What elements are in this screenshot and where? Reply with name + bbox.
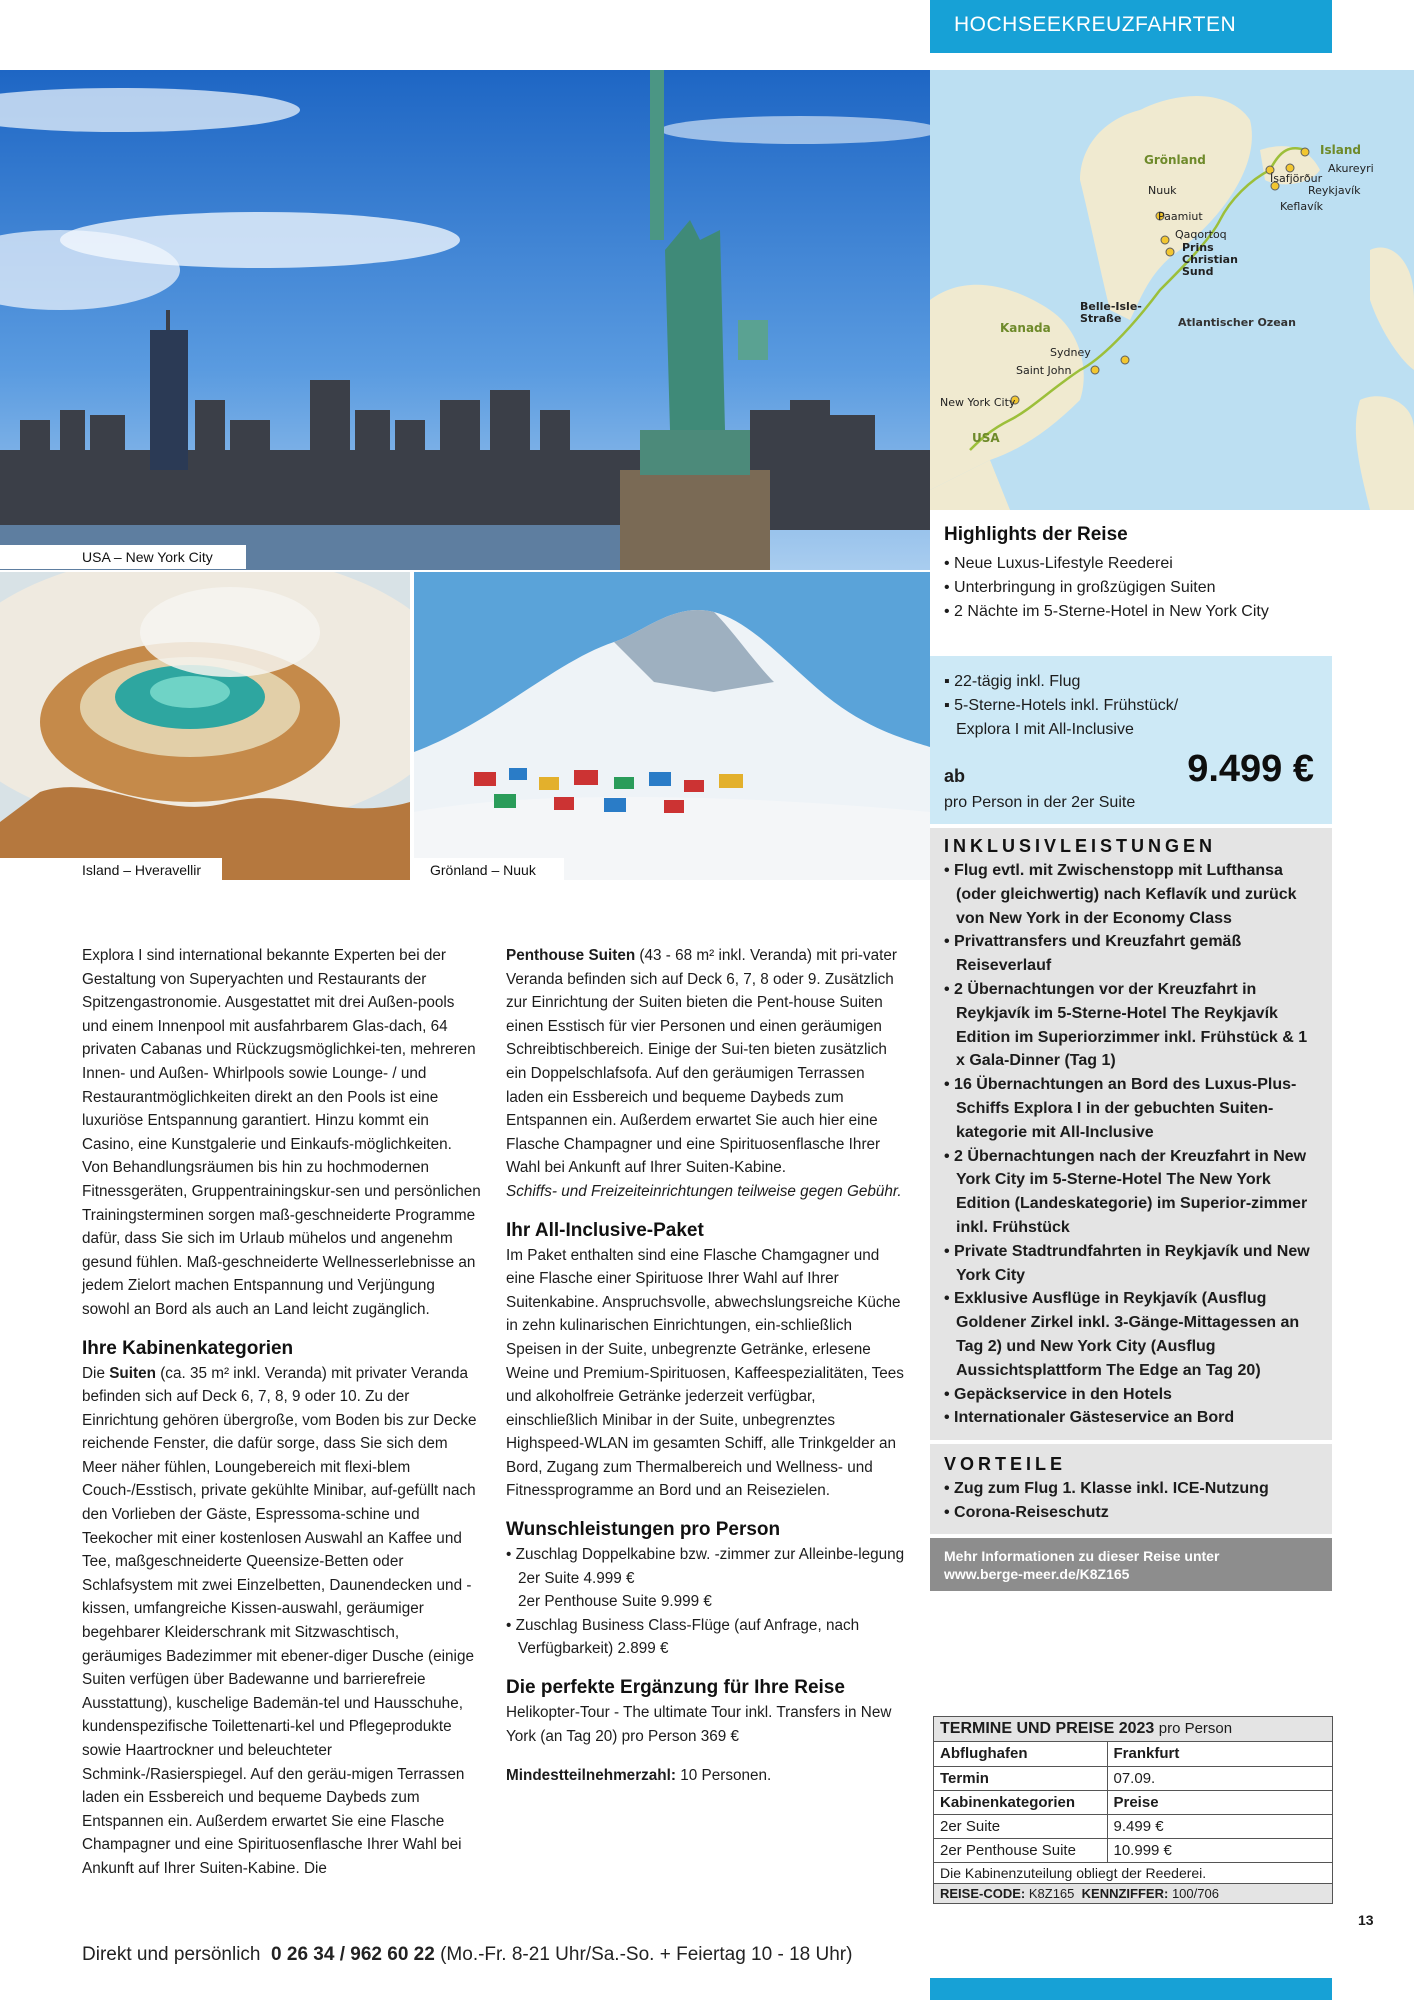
map-label-strasse: Straße: [1080, 312, 1122, 325]
route-map: [930, 70, 1414, 510]
bottom-tab: [930, 1978, 1332, 2000]
map-label-island: Island: [1320, 143, 1361, 157]
fee-note: Schiffs- und Freizeiteinrichtungen teilweise gegen Gebühr.: [506, 1182, 902, 1200]
price-per-person: pro Person in der 2er Suite: [944, 794, 1136, 811]
highlights-title: Highlights der Reise: [944, 524, 1128, 545]
vorteile-item: • Corona-Reiseschutz: [944, 1503, 1109, 1521]
page-number: 13: [1358, 1912, 1374, 1928]
vorteile-panel: [930, 1444, 1332, 1534]
allinc-text: Im Paket enthalten sind eine Flasche Chamgagner und eine Flasche einer Spirituose Ihrer Wahl auf Ihrer Suitenkabine. Anspruchsvolle, abwechslungsreiche Küche in zehn kulinarischen Einrichtungen, ein-schließlich Speisen in der Suite, unbegrenzte Getränke, erlesene Weine und Premium-Spirituosen, Kaffeespezialitäten, Tees und alkoholfreie Getränke jederzeit verfügbar, einschließlich Minibar in der Suite, unbegrenztes Highspeed-WLAN im gesamten Schiff, alle Trinkgelder an Bord, Zugang zum Thermalbereich und Wellness- und Fitnessprogramme an Bord und an Reisezielen.: [506, 1246, 904, 1500]
map-label-saint-john: Saint John: [1016, 364, 1072, 377]
map-label-isafjordur: Ísafjörður: [1270, 172, 1323, 185]
caption-new-york: USA – New York City: [0, 545, 246, 569]
penthouse-text: Penthouse Suiten (43 - 68 m² inkl. Veranda) mit pri-vater Veranda befinden sich auf Deck 6, 7, 8 oder 9. Zusätzlich zur Einrichtung der Suiten bieten die Pent-house Suiten einen Esstisch für vier Personen und einen geräumigen Schreibtischbereich. Einige der Sui-ten bieten zusätzlich ein Doppelschlafsofa. Auf den geräumigen Terrassen laden ein Essbereich und bequeme Daybeds zum Entspannen ein. Außerdem erwartet Sie auch hier eine Flasche Champagner und eine Spirituosenflasche Ihrer Wahl bei Ankunft auf Ihrer Suiten-Kabine.: [506, 947, 898, 1177]
price-feature: ▪ 22-tägig inkl. Flug: [944, 673, 1081, 690]
inklusiv-title: INKLUSIVLEISTUNGEN: [944, 836, 1217, 856]
more-info-label: Mehr Informationen zu dieser Reise unter: [944, 1548, 1220, 1564]
price-from: ab: [944, 766, 966, 786]
wunsch-subitem: 2er Suite 4.999 €: [518, 1569, 635, 1587]
section-tab: HOCHSEEKREUZFAHRTEN: [930, 0, 1332, 53]
inklusiv-item: • Internationaler Gästeservice an Bord: [944, 1409, 1235, 1427]
inklusiv-item: • Exklusive Ausflüge in Reykjavík (Ausflug Goldener Zirkel inkl. 3-Gänge-Mittagessen an Tag 2) und New York City (Ausflug Aussichtsplattform The Edge an Tag 20): [944, 1290, 1300, 1379]
mindest-text: Mindestteilnehmerzahl: 10 Personen.: [506, 1767, 772, 1785]
inklusiv-item: • Privattransfers und Kreuzfahrt gemäß Reiseverlauf: [944, 933, 1242, 975]
table-cell: Preise: [1107, 1790, 1332, 1814]
inklusiv-item: • 16 Übernachtungen an Bord des Luxus-Plus-Schiffs Explora I in der gebuchten Suiten-kategorie mit All-Inclusive: [944, 1076, 1297, 1141]
vorteile-title: VORTEILE: [944, 1454, 1067, 1474]
map-label-sydney: Sydney: [1050, 346, 1091, 359]
text-column-left: [82, 944, 482, 1881]
highlight-item: • 2 Nächte im 5-Sterne-Hotel in New York City: [944, 603, 1269, 620]
allinc-title: Ihr All-Inclusive-Paket: [506, 1219, 704, 1241]
table-cell: Abflughafen: [934, 1742, 1107, 1766]
price-value: 9.499 €: [1187, 748, 1314, 790]
table-cell: 2er Suite: [934, 1814, 1107, 1838]
inklusiv-panel: [930, 828, 1332, 1440]
caption-island: Island – Hveravellir: [0, 858, 222, 882]
photo-island: [0, 572, 410, 880]
ergaenzung-title: Die perfekte Ergänzung für Ihre Reise: [506, 1677, 845, 1699]
table-cell: 07.09.: [1107, 1766, 1332, 1790]
map-label-belle: Belle-Isle-: [1080, 300, 1142, 313]
highlights-panel: [930, 516, 1332, 654]
inklusiv-item: • Flug evtl. mit Zwischenstopp mit Lufthansa (oder gleichwertig) nach Keflavík und zurück von New York in der Economy Class: [944, 862, 1297, 927]
inklusiv-item: • 2 Übernachtungen vor der Kreuzfahrt in Reykjavík im 5-Sterne-Hotel The Reykjavík Edition im Superiorzimmer inkl. Frühstück & 1 x Gala-Dinner (Tag 1): [944, 980, 1308, 1070]
map-label-keflavik: Keflavík: [1280, 200, 1324, 213]
ergaenzung-text: Helikopter-Tour - The ultimate Tour inkl. Transfers in New York (an Tag 20) pro Person 369 €: [506, 1704, 892, 1745]
map-label-new-york: New York City: [940, 396, 1016, 409]
map-label-paamiut: Paamiut: [1158, 210, 1203, 223]
map-label-reykjavik: Reykjavík: [1308, 184, 1361, 197]
footer-phone[interactable]: 0 26 34 / 962 60 22: [271, 1944, 435, 1965]
photo-groenland: [414, 572, 930, 880]
map-label-atlantik: Atlantischer Ozean: [1178, 316, 1296, 329]
termine-table: [933, 1716, 1333, 1904]
ship-intro-text: Explora I sind international bekannte Experten bei der Gestaltung von Superyachten und Restaurants der Spitzengastronomie. Ausgestattet mit drei Außen-pools und einem Innenpool mit ausfahrbarem Glas-dach, 64 privaten Cabanas und Rückzugsmöglichkei-ten, mehreren Innen- und Außen- Whirlpools sowie Lounge- / und Restaurantmöglichkeiten direkt an den Pools ist eine luxuriöse Entspannung garantiert. Hinzu kommt ein Casino, eine Kunstgalerie und Einkaufs-möglichkeiten. Von Behandlungsräumen bis hin zu hochmodernen Fitnessgeräten, Gruppentrainingskur-sen und persönlichen Trainingsterminen sorgen maß-geschneiderte Programme dafür, dass Sie sich im Urlaub mühelos und angenehm gesund fühlen. Maß-geschneiderte Wellnesserlebnisse an jedem Zielort machen Entspannung und Verjüngung sowohl an Bord als auch an Land leicht zugänglich.: [82, 947, 481, 1318]
wunsch-item: • Zuschlag Business Class-Flüge (auf Anfrage, nach Verfügbarkeit) 2.899 €: [506, 1616, 860, 1658]
highlight-item: • Neue Luxus-Lifestyle Reederei: [944, 555, 1173, 572]
table-cell: Termin: [934, 1766, 1107, 1790]
table-cell: 10.999 €: [1107, 1838, 1332, 1862]
price-feature: Explora I mit All-Inclusive: [956, 721, 1134, 738]
text-column-right: [506, 944, 906, 1788]
footer-contact: Direkt und persönlich 0 26 34 / 962 60 22 (Mo.-Fr. 8-21 Uhr/Sa.-So. + Feiertag 10 - 18 Uhr): [82, 1944, 853, 1965]
map-label-groenland: Grönland: [1144, 153, 1206, 167]
inklusiv-item: • Private Stadtrundfahrten in Reykjavík und New York City: [944, 1242, 1310, 1284]
map-label-akureyri: Akureyri: [1328, 162, 1374, 175]
table-cell: Kabinenkategorien: [934, 1790, 1107, 1814]
more-info-link[interactable]: www.berge-meer.de/K8Z165: [944, 1566, 1130, 1582]
table-cell: 2er Penthouse Suite: [934, 1838, 1107, 1862]
vorteile-item: • Zug zum Flug 1. Klasse inkl. ICE-Nutzung: [944, 1480, 1269, 1497]
map-label-prins: Prins: [1182, 241, 1214, 254]
caption-groenland: Grönland – Nuuk: [414, 858, 564, 882]
wunsch-subitem: 2er Penthouse Suite 9.999 €: [518, 1593, 712, 1611]
table-cell: Frankfurt: [1107, 1742, 1332, 1766]
map-label-qaqortoq: Qaqortoq: [1175, 228, 1227, 241]
map-label-sund: Sund: [1182, 265, 1214, 278]
map-label-nuuk: Nuuk: [1148, 184, 1177, 197]
suiten-text: Die Suiten (ca. 35 m² inkl. Veranda) mit privater Veranda befinden sich auf Deck 6, 7, 8, 9 oder 10. Zu der Einrichtung gehören übergroße, vom Boden bis zur Decke reichende Fenster, die dafür sorge, dass Sie sich dem Meer näher fühlen, Loungebereich mit flexi-blem Couch-/Esstisch, private gekühlte Minibar, auf-gefüllt nach den Vorlieben der Gäste, Espressoma-schine und Teekocher mit einer kostenlosen Auswahl an Kaffee und Tee, maßgeschneiderte Queensize-Betten oder Schlafsystem mit zwei Einzelbetten, Daunendecken und -kissen, umfangreiche Kissen-auswahl, geräumiger begehbarer Kleiderschrank mit Sitzwaschtisch, geräumiges Badezimmer mit ebener-diger Dusche (einige Suiten verfügen über Badewanne und barrierefreie Ausstattung), kuschelige Bademän-tel und Hausschuhe, kundenspezifische Toilettenarti-kel und Pflegeprodukte sowie Haartrockner und beleuchteter Schmink-/Rasierspiegel. Auf den geräu-migen Terrassen laden ein Essbereich und bequeme Daybeds zum Entspannen ein. Außerdem erwartet Sie eine Flasche Champagner und eine Spirituosenflasche Ihrer Wahl bei Ankunft auf Ihrer Suiten-Kabine. Die: [82, 1364, 477, 1877]
map-label-kanada: Kanada: [1000, 321, 1051, 335]
price-box: [930, 656, 1332, 824]
price-feature: ▪ 5-Sterne-Hotels inkl. Frühstück/: [944, 697, 1179, 714]
highlight-item: • Unterbringung in großzügigen Suiten: [944, 579, 1216, 596]
map-label-christian: Christian: [1182, 253, 1238, 266]
wunsch-title: Wunschleistungen pro Person: [506, 1519, 781, 1541]
termine-note: Die Kabinenzuteilung obliegt der Reederei.: [934, 1863, 1332, 1884]
map-label-usa: USA: [972, 431, 1000, 445]
table-cell: 9.499 €: [1107, 1814, 1332, 1838]
inklusiv-item: • 2 Übernachtungen nach der Kreuzfahrt in New York City im 5-Sterne-Hotel The New York Edition (Landeskategorie) im Superior-zimmer inkl. Frühstück: [944, 1147, 1308, 1236]
inklusiv-item: • Gepäckservice in den Hotels: [944, 1385, 1172, 1403]
more-info-box[interactable]: [930, 1538, 1332, 1591]
wunsch-item: • Zuschlag Doppelkabine bzw. -zimmer zur Alleinbe-legung: [506, 1546, 905, 1564]
termine-title: TERMINE UND PREISE 2023 pro Person: [934, 1717, 1332, 1742]
kabinen-title: Ihre Kabinenkategorien: [82, 1337, 294, 1359]
photo-new-york: [0, 70, 930, 570]
reise-code: REISE-CODE: K8Z165 KENNZIFFER: 100/706: [934, 1884, 1332, 1903]
